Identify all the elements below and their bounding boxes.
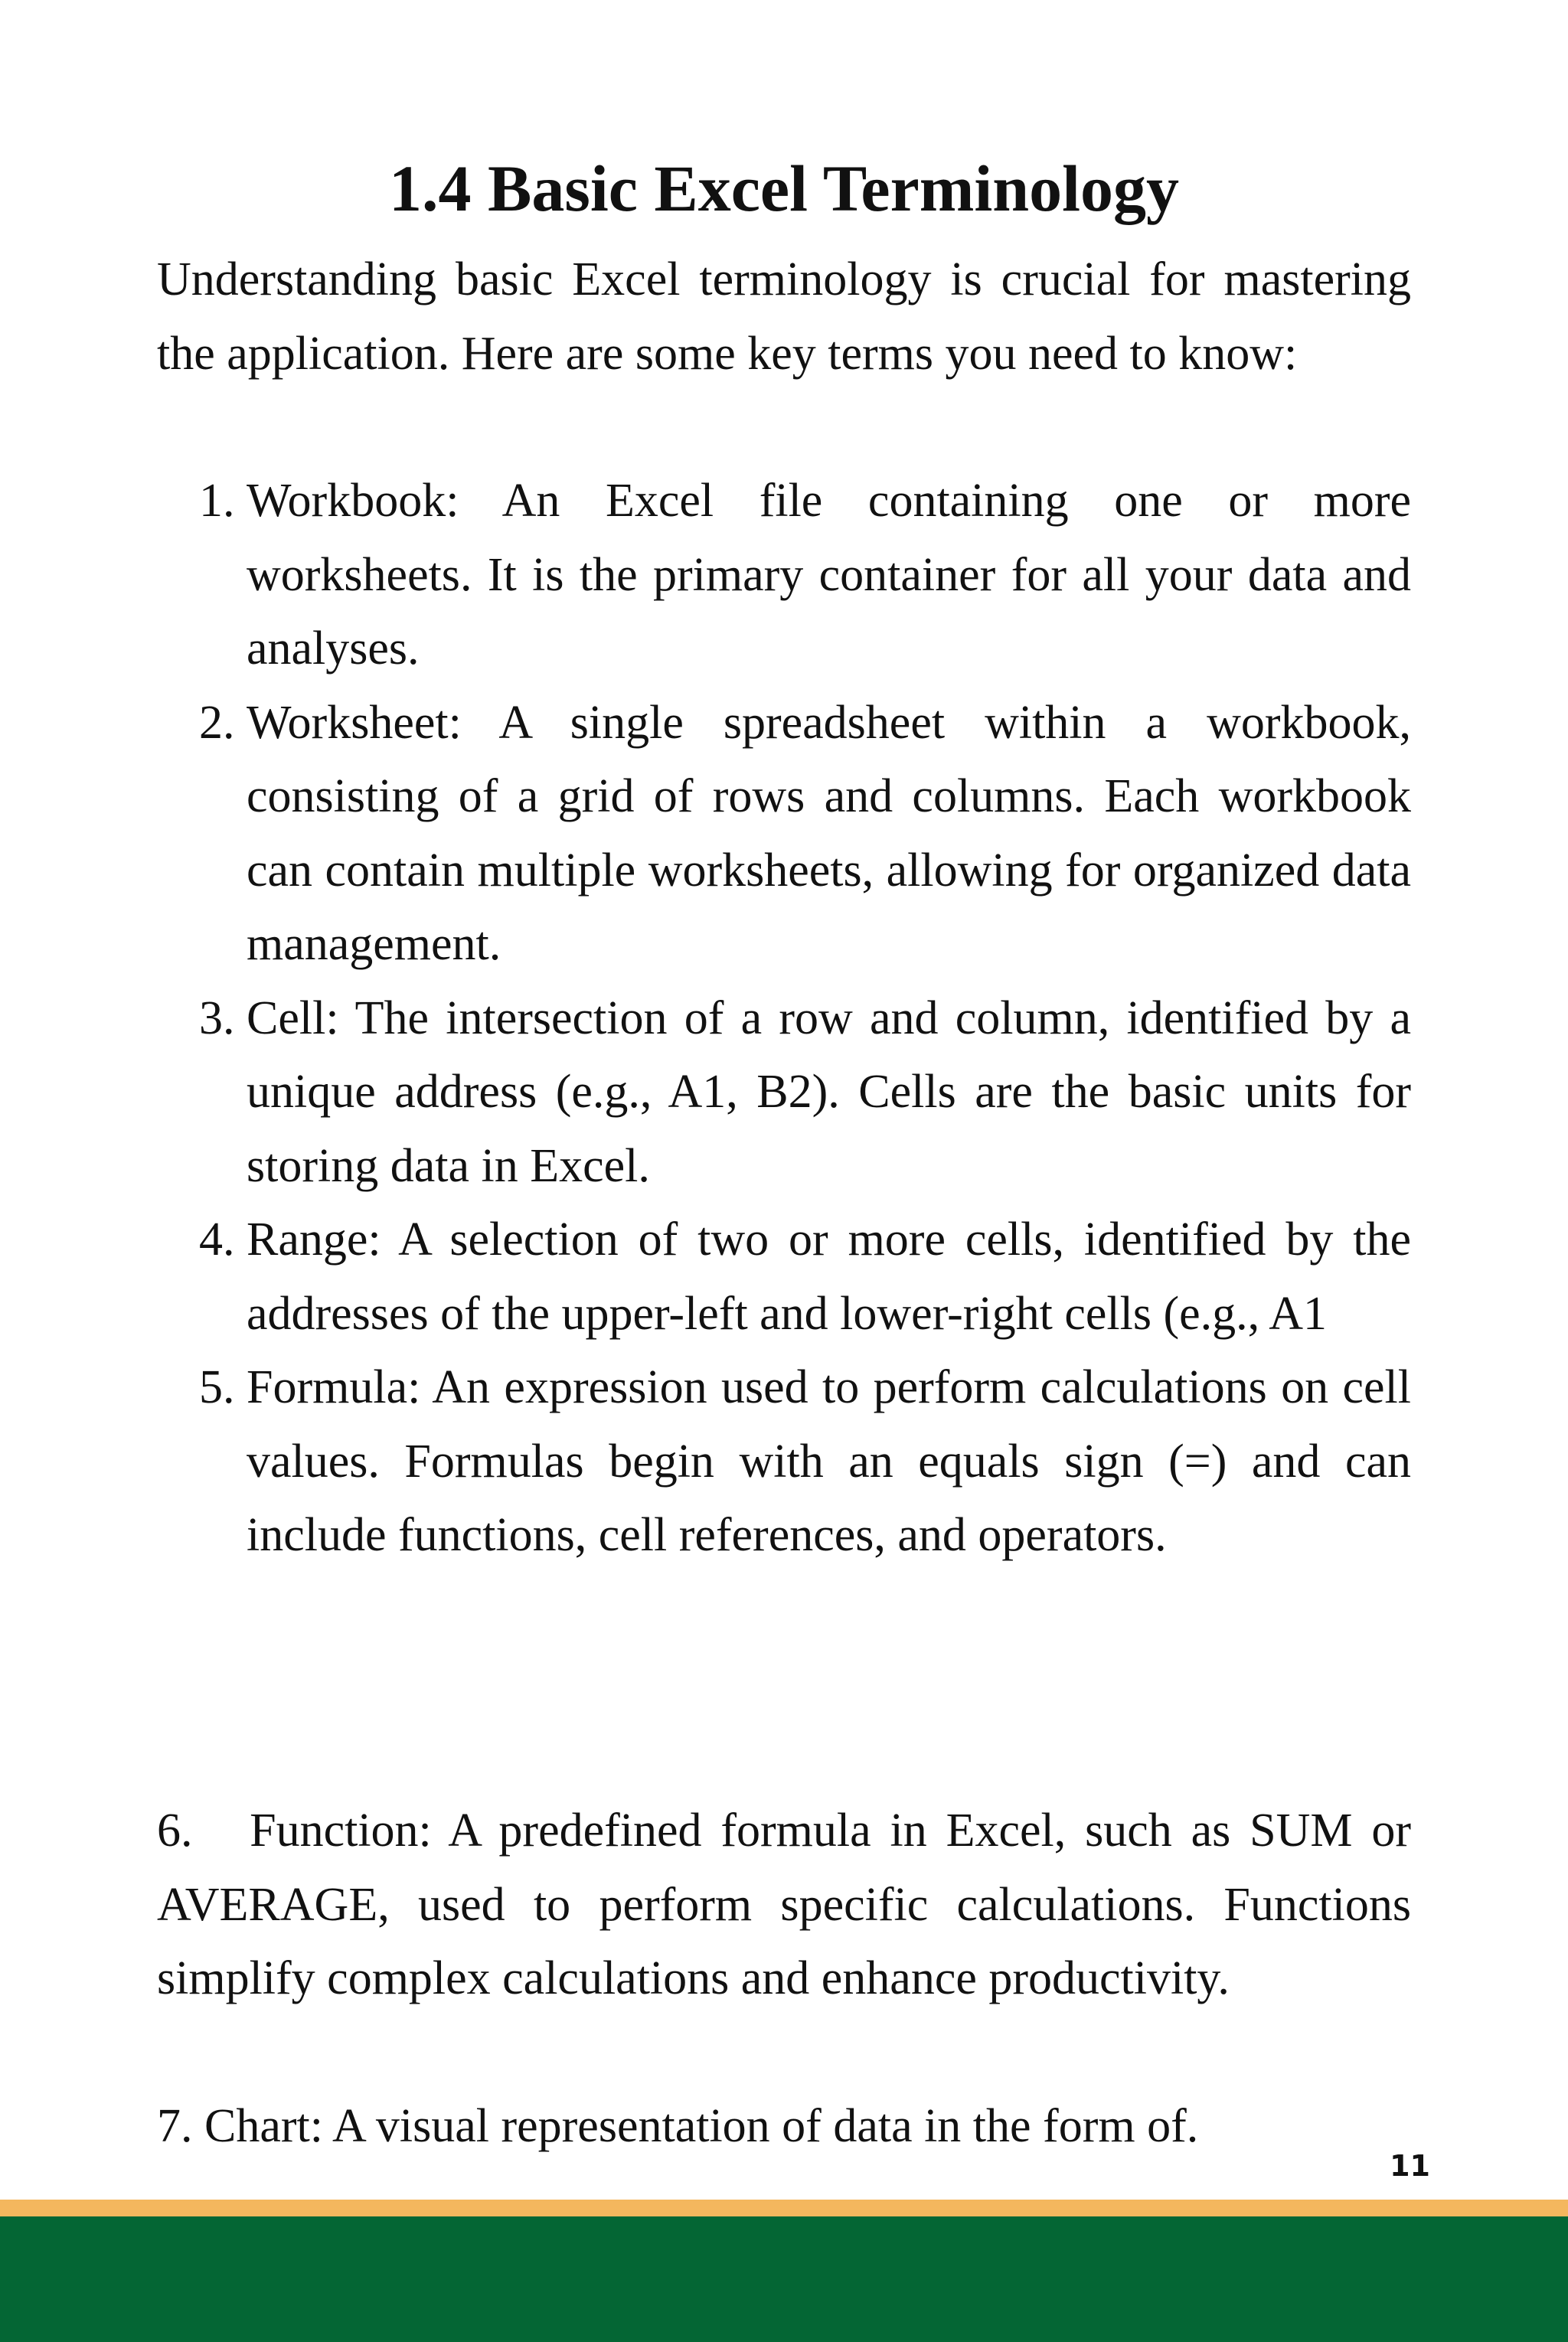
term-number: 2.	[199, 696, 235, 749]
term-number: 5.	[199, 1361, 235, 1413]
terminology-list	[157, 464, 1411, 1573]
intro-paragraph: Understanding basic Excel terminology is crucial for mastering the application. Here are some key terms you need to know:	[157, 253, 1411, 380]
term-item-workbook	[157, 464, 1411, 686]
term-item-cell	[157, 982, 1411, 1204]
term-number: 3.	[199, 991, 235, 1044]
term-number: 4.	[199, 1213, 235, 1266]
page-title: 1.4 Basic Excel Terminology	[389, 152, 1179, 225]
page-number: 11	[1390, 2149, 1430, 2183]
chart-paragraph: 7. Chart: A visual representation of data in the form of.	[157, 2100, 1199, 2152]
term-text: Workbook: An Excel file containing one or more worksheets. It is the primary container for all your data and analyses.	[247, 475, 1411, 675]
term-item-formula	[157, 1351, 1411, 1573]
term-number: 1.	[199, 475, 235, 527]
term-item-worksheet	[157, 686, 1411, 982]
footer-band	[0, 2216, 1568, 2342]
term-text: Worksheet: A single spreadsheet within a workbook, consisting of a grid of rows and columns. Each workbook can contain multiple worksheets, allowing for organized data management.	[247, 696, 1411, 970]
term-text: Formula: An expression used to perform calculations on cell values. Formulas begin with an equals sign (=) and can include functions, cell references, and operators.	[247, 1361, 1411, 1561]
term-text: Cell: The intersection of a row and column, identified by a unique address (e.g., A1, B2). Cells are the basic units for storing data in Excel.	[247, 991, 1411, 1192]
function-paragraph: 6. Function: A predefined formula in Excel, such as SUM or AVERAGE, used to perform specific calculations. Functions simplify complex calculations and enhance productivity.	[157, 1805, 1411, 2004]
footer-accent-stripe	[0, 2200, 1568, 2216]
term-item-range	[157, 1203, 1411, 1351]
term-text: Range: A selection of two or more cells, identified by the addresses of the upper-left and lower-right cells (e.g., A1	[247, 1213, 1411, 1340]
